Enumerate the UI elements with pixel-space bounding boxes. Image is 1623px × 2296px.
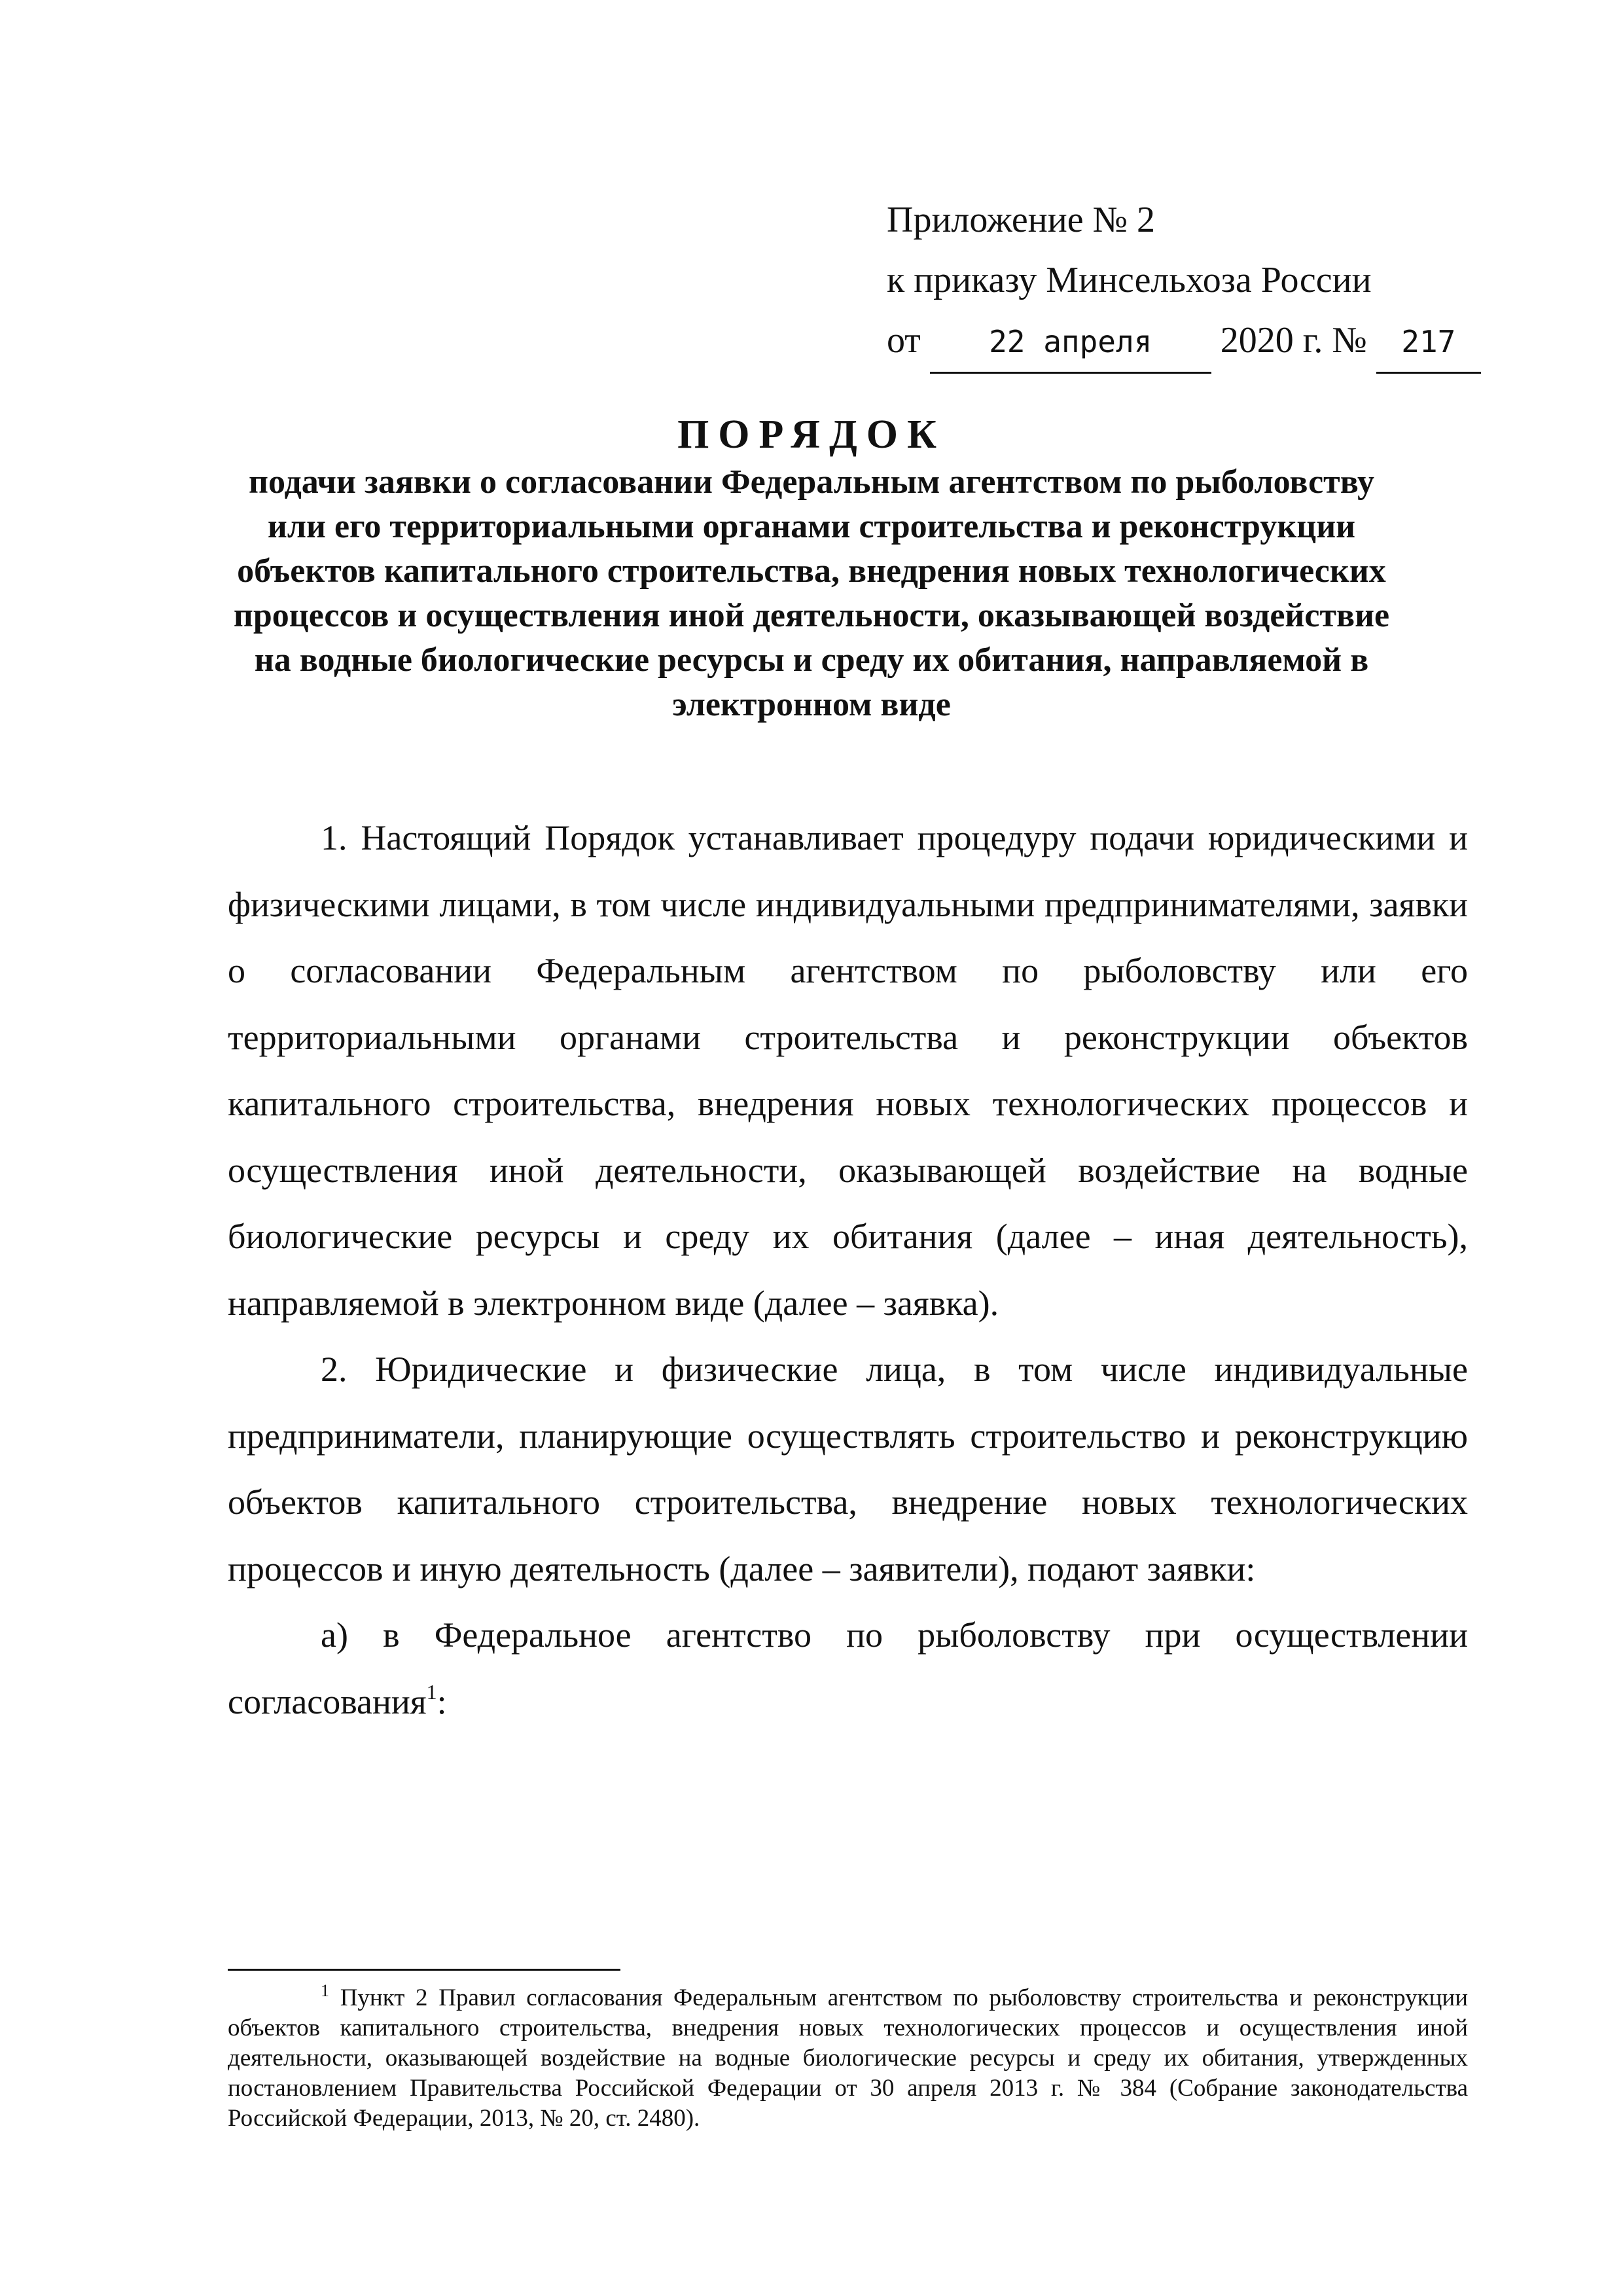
- footnote-divider: [228, 1969, 620, 1971]
- order-number-filled: 217: [1376, 312, 1481, 374]
- appendix-order-ref: к приказу Минсельхоза России: [887, 260, 1372, 300]
- footnote: [228, 1983, 1468, 2134]
- footnote-reference[interactable]: 1: [426, 1679, 437, 1704]
- document-body: [228, 805, 1468, 1735]
- footnote-mark: 1: [321, 1981, 329, 2000]
- appendix-header: [887, 190, 1481, 374]
- title-main: ПОРЯДОК: [677, 412, 946, 457]
- paragraph-2a-end: :: [437, 1681, 447, 1721]
- title-subtitle: подачи заявки о согласовании Федеральным агентством по рыболовству или его территориальными органами строительства и реконструкции объектов капитального строительства, внедрения новых технологических процессов и осуществления иной деятельности, оказывающей воздействие на водные биологические ресурсы и среду их обитания, направляемой в электронном виде: [233, 463, 1390, 723]
- footnote-paragraph: [228, 1983, 1468, 2134]
- paragraph-2a: [228, 1602, 1468, 1735]
- date-filled: 22 апреля: [930, 312, 1211, 374]
- paragraph-2a-text: а) в Федеральное агентство по рыболовству при осуществлении согласования: [228, 1615, 1468, 1721]
- footnote-text: Пункт 2 Правил согласования Федеральным агентством по рыболовству строительства и реконструкции объектов капитального строительства, внедрения новых технологических процессов и осуществления иной деятельности, оказывающей воздействие на водные биологические ресурсы и среду их обитания, утвержденных постановлением Правительства Российской Федерации от 30 апреля 2013 г. № 384 (Собрание законодательства Российской Федерации, 2013, № 20, ст. 2480).: [228, 1984, 1468, 2132]
- paragraph-1: 1. Настоящий Порядок устанавливает процедуру подачи юридическими и физическими лицами, в том числе индивидуальными предпринимателями, заявки о согласовании Федеральным агентством по рыболовству или его территориальными органами строительства и реконструкции объектов капитального строительства, внедрения новых технологических процессов и осуществления иной деятельности, оказывающей воздействие на водные биологические ресурсы и среду их обитания (далее – иная деятельность), направляемой в электронном виде (далее – заявка).: [228, 818, 1468, 1323]
- year-label: 2020 г. №: [1220, 320, 1367, 361]
- paragraph-2: 2. Юридические и физические лица, в том числе индивидуальные предприниматели, планирующие осуществлять строительство и реконструкцию объектов капитального строительства, внедрение новых технологических процессов и иную деятельность (далее – заявители), подают заявки:: [228, 1350, 1468, 1588]
- appendix-date-line: [887, 310, 1481, 374]
- appendix-number: Приложение № 2: [887, 200, 1155, 240]
- document-title: [216, 409, 1407, 727]
- date-prefix: от: [887, 320, 921, 361]
